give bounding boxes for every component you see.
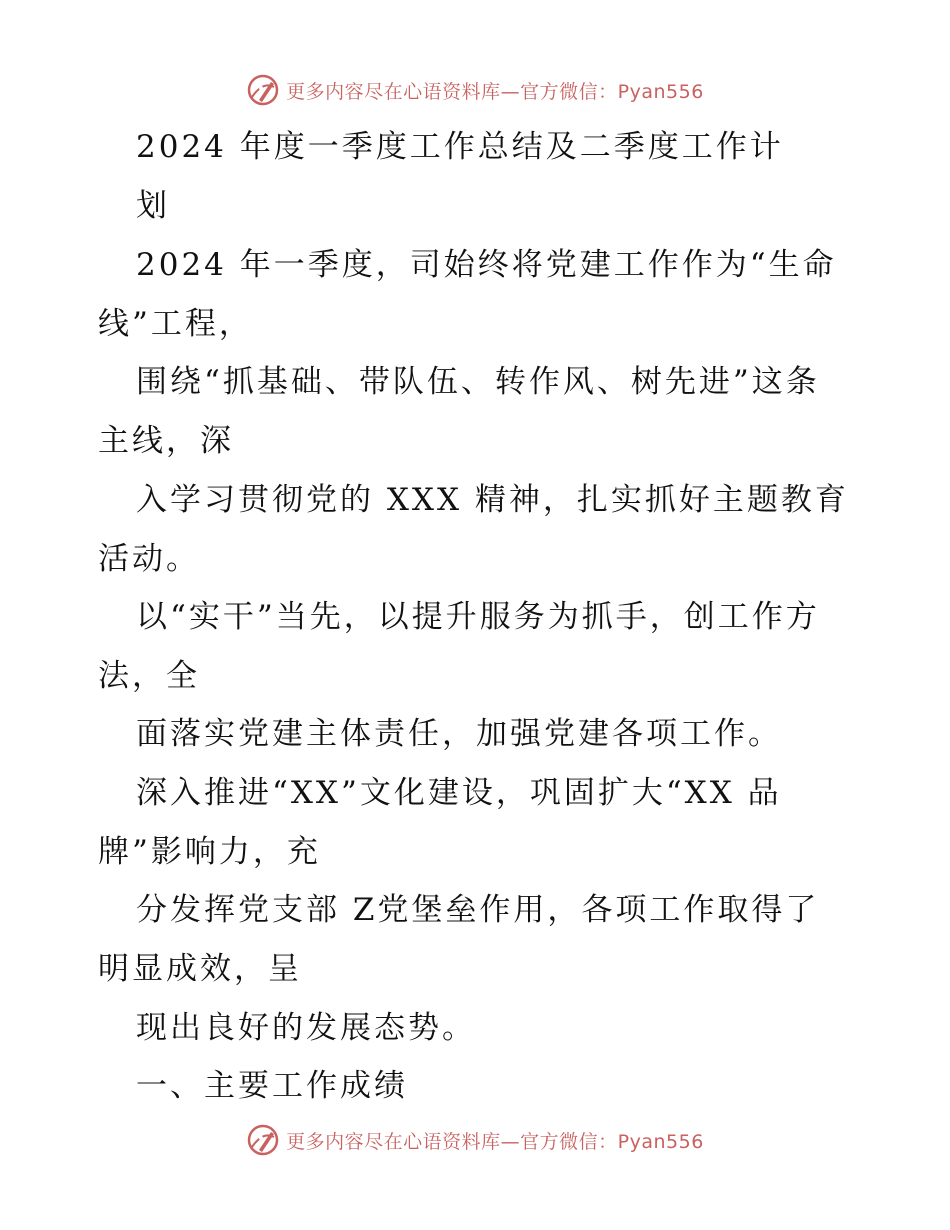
footer-watermark (0, 1120, 950, 1160)
document-title-line-2: 划 (136, 188, 170, 224)
header-watermark (0, 70, 950, 110)
watermark-text: 更多内容尽在心语资料库—官方微信：Pyan556 (286, 80, 704, 103)
paragraph-line: 以“实干”当先，以提升服务为抓手，创工作方 (136, 599, 820, 635)
paragraph-line: 线”工程， (98, 306, 253, 342)
paragraph-line: 明显成效，呈 (98, 951, 302, 987)
paragraph-line: 现出良好的发展态势。 (136, 1010, 476, 1046)
paragraph-line: 围绕“抓基础、带队伍、转作风、树先进”这条 (136, 364, 820, 400)
pen-logo-icon (246, 73, 280, 107)
paragraph-line: 面落实党建主体责任，加强党建各项工作。 (136, 716, 782, 752)
document-title-line-1: 2024 年度一季度工作总结及二季度工作计 (136, 129, 784, 165)
paragraph-line: 牌”影响力，充 (98, 834, 321, 870)
paragraph-line: 活动。 (98, 541, 200, 577)
paragraph-line: 2024 年一季度，司始终将党建工作作为“生命 (136, 247, 837, 283)
paragraph-line: 主线，深 (98, 423, 234, 459)
pen-logo-icon (246, 1123, 280, 1157)
paragraph-line: 分发挥党支部 Z党堡垒作用，各项工作取得了 (136, 892, 820, 928)
paragraph-line: 法，全 (98, 658, 200, 694)
paragraph-line: 深入推进“XX”文化建设，巩固扩大“XX 品 (136, 775, 782, 811)
watermark-text: 更多内容尽在心语资料库—官方微信：Pyan556 (286, 1130, 704, 1153)
section-heading: 一、主要工作成绩 (136, 1068, 408, 1104)
paragraph-line: 入学习贯彻党的 XXX 精神，扎实抓好主题教育 (136, 482, 849, 518)
